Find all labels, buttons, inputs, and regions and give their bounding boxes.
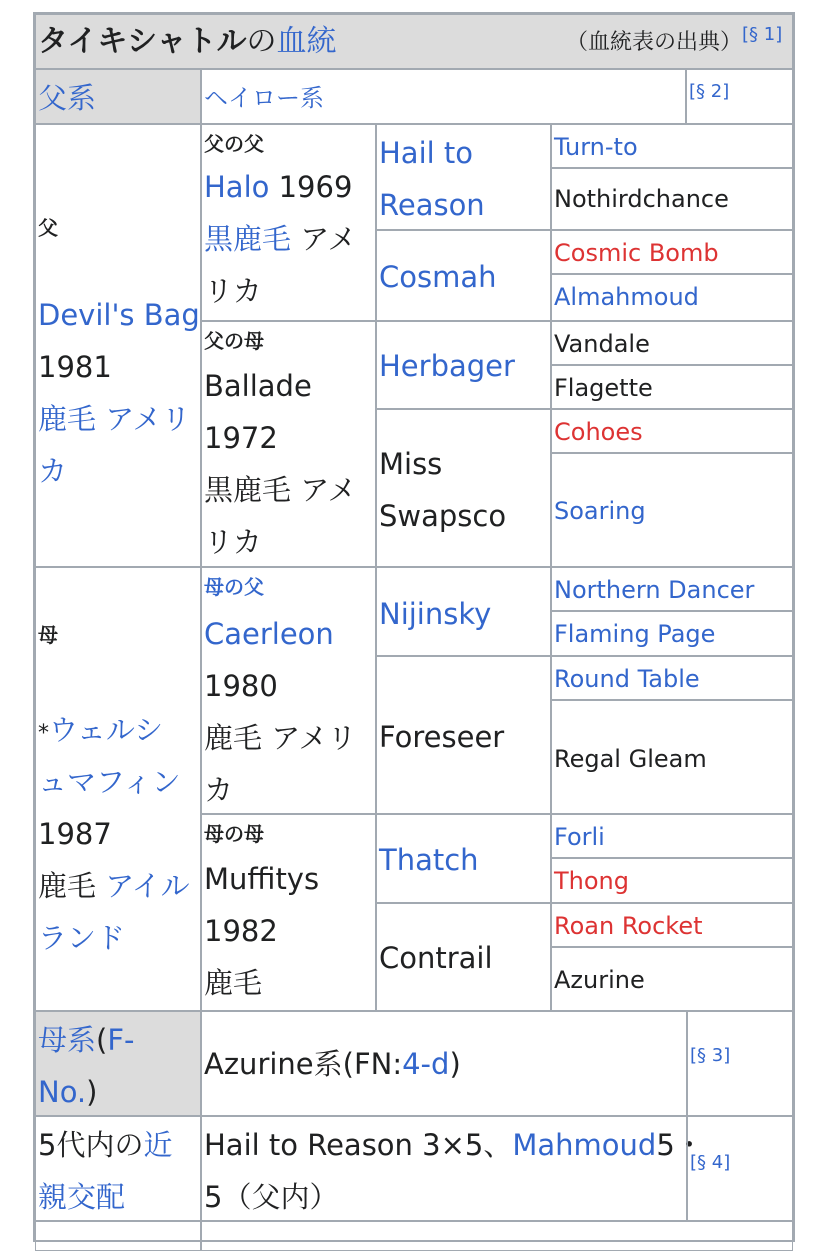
fno-link[interactable]: F- (107, 1023, 135, 1057)
hail-to-reason-cell (376, 124, 551, 230)
sire-name[interactable]: Devil's Bag (38, 298, 200, 332)
inbreeding-label: 5代内の (38, 1128, 144, 1162)
sire-sire-year: 1969 (278, 170, 353, 204)
inbreeding-ref-link[interactable]: [§ 4] (690, 1152, 731, 1173)
inbreeding-link-cont[interactable]: 親交配 (38, 1180, 126, 1214)
gen4-cell (551, 814, 793, 858)
horse-name: タイキシャトル (38, 24, 247, 59)
gen4-vandale: Vandale (554, 330, 650, 358)
dam-line-label-cell (35, 1011, 201, 1116)
dam-label: 母 (38, 623, 58, 647)
thatch-link[interactable]: Thatch (379, 843, 479, 877)
dam-cell (35, 567, 201, 1011)
dam-sire-name[interactable]: Caerleon (204, 617, 334, 651)
sire-sire-country: アメ (300, 222, 357, 256)
inbreeding-label-cell (35, 1116, 201, 1221)
fno-link-cont[interactable]: No. (38, 1075, 87, 1109)
dam-prefix: * (38, 721, 49, 746)
inbreeding-link[interactable]: 近 (143, 1128, 173, 1162)
gen4-cohoes[interactable]: Cohoes (554, 418, 643, 446)
sire-dam-color-country: 黒鹿毛 アメ (204, 473, 357, 507)
dam-year: 1987 (38, 817, 112, 851)
hail-to-reason-link-b[interactable]: Reason (379, 188, 485, 222)
sire-sire-label: 父の父 (204, 132, 264, 156)
sire-dam-country-cont: リカ (204, 525, 262, 559)
gen4-round-table[interactable]: Round Table (554, 665, 700, 693)
gen4-northern-dancer[interactable]: Northern Dancer (554, 576, 755, 604)
pedigree-link[interactable]: 血統 (276, 24, 337, 59)
gen4-almahmoud[interactable]: Almahmoud (554, 283, 699, 311)
gen4-cell (551, 656, 793, 700)
foreseer-cell (376, 656, 551, 814)
dam-country-link[interactable]: アイル (105, 869, 190, 903)
gen4-cosmic-bomb[interactable]: Cosmic Bomb (554, 239, 719, 267)
sire-line-label-cell (35, 69, 201, 124)
sire-sire-color-link[interactable]: 黒鹿毛 (204, 222, 292, 256)
foreseer-name: Foreseer (379, 720, 505, 754)
gen4-cell (551, 858, 793, 903)
gen4-cell (551, 453, 793, 567)
cosmah-cell (376, 230, 551, 321)
dam-name-link[interactable]: ウェルシ (49, 713, 164, 747)
dam-dam-label: 母の母 (204, 822, 264, 846)
gen4-flagette: Flagette (554, 374, 653, 402)
sire-line-label[interactable]: 父系 (38, 81, 97, 115)
gen4-thong[interactable]: Thong (554, 867, 629, 895)
mahmoud-link[interactable]: Mahmoud (512, 1128, 657, 1162)
table-header (35, 14, 793, 69)
gen4-roan-rocket[interactable]: Roan Rocket (554, 912, 703, 940)
sire-line-ref-cell (686, 69, 793, 124)
dam-dam-name: Muffitys (204, 862, 320, 896)
source-ref-link[interactable]: [§ 1] (742, 24, 783, 45)
dam-line-label-link[interactable]: 母系 (38, 1023, 97, 1057)
dam-dam-year: 1982 (204, 914, 278, 948)
contrail-name: Contrail (379, 941, 493, 975)
herbager-cell (376, 321, 551, 409)
header-no: の (246, 24, 277, 59)
sire-dam-cell (201, 321, 376, 567)
herbager-link[interactable]: Herbager (379, 349, 515, 383)
gen4-cell (551, 700, 793, 814)
inbreeding-value-cell (201, 1116, 704, 1221)
gen4-nothirdchance: Nothirdchance (554, 185, 729, 213)
dam-sire-color-country: 鹿毛 アメリ (204, 721, 357, 755)
sire-sire-cell (201, 124, 376, 321)
sire-country-link[interactable]: アメリ (105, 402, 191, 436)
dam-line-paren-open: ( (96, 1023, 108, 1057)
dam-sire-country-cont: カ (204, 773, 234, 807)
inbreeding-value-cross: 5・ (656, 1128, 704, 1162)
hail-to-reason-link-a[interactable]: Hail to (379, 136, 474, 170)
nijinsky-cell (376, 567, 551, 656)
gen4-cell (551, 567, 793, 611)
gen4-cell (551, 168, 793, 230)
gen4-cell (551, 947, 793, 1011)
dam-line-fn-link[interactable]: 4-d (402, 1047, 450, 1081)
sire-line-value[interactable]: ヘイロー系 (204, 84, 324, 112)
dam-line-ref-link[interactable]: [§ 3] (690, 1045, 731, 1066)
gen4-azurine: Azurine (554, 966, 645, 994)
gen4-cell (551, 365, 793, 409)
dam-sire-cell (201, 567, 376, 814)
next-row-label-cell (35, 1221, 201, 1251)
gen4-cell (551, 230, 793, 274)
gen4-soaring[interactable]: Soaring (554, 497, 646, 525)
nijinsky-link[interactable]: Nijinsky (379, 597, 492, 631)
sire-label: 父 (38, 216, 58, 240)
sire-year: 1981 (38, 350, 112, 384)
dam-sire-year: 1980 (204, 669, 278, 703)
gen4-forli[interactable]: Forli (554, 823, 605, 851)
sire-sire-country-cont: リカ (204, 274, 262, 308)
next-row-value-cell (201, 1221, 793, 1251)
sire-color-link[interactable]: 鹿毛 (38, 402, 97, 436)
gen4-turn-to[interactable]: Turn-to (554, 133, 638, 161)
source-note: （血統表の出典） (566, 30, 743, 55)
cosmah-link[interactable]: Cosmah (379, 260, 497, 294)
gen4-regal-gleam: Regal Gleam (554, 745, 707, 773)
gen4-cell (551, 611, 793, 656)
sire-country-cont[interactable]: カ (38, 454, 68, 488)
miss-swapsco-b: Swapsco (379, 499, 507, 533)
sire-dam-label: 父の母 (204, 329, 264, 353)
dam-country-link-cont[interactable]: ランド (38, 921, 126, 955)
gen4-cell (551, 903, 793, 947)
gen4-cell (551, 321, 793, 365)
pedigree-table (33, 12, 795, 1242)
dam-color: 鹿毛 (38, 869, 97, 903)
gen4-flaming-page[interactable]: Flaming Page (554, 620, 716, 648)
inbreeding-ref-cell (687, 1116, 793, 1221)
dam-dam-color: 鹿毛 (204, 966, 263, 1000)
thatch-cell (376, 814, 551, 903)
sire-line-ref-link[interactable]: [§ 2] (689, 81, 730, 102)
dam-dam-cell (201, 814, 376, 1011)
inbreeding-value-cont: 5（父内） (204, 1180, 339, 1214)
dam-line-value-end: ) (449, 1047, 461, 1081)
dam-line-ref-cell (687, 1011, 793, 1116)
gen4-cell (551, 274, 793, 321)
dam-line-value-cell (201, 1011, 687, 1116)
sire-cell (35, 124, 201, 567)
contrail-cell (376, 903, 551, 1011)
sire-dam-year: 1972 (204, 421, 278, 455)
gen4-cell (551, 409, 793, 453)
dam-line-paren-close: ) (86, 1075, 98, 1109)
dam-line-value: Azurine系(FN: (204, 1047, 403, 1081)
sire-dam-name: Ballade (204, 369, 312, 403)
dam-sire-label: 母の父 (204, 575, 264, 599)
gen4-cell (551, 124, 793, 168)
miss-swapsco-a: Miss (379, 447, 443, 481)
dam-name-link-cont[interactable]: ュマフィン (38, 765, 181, 799)
sire-sire-name[interactable]: Halo (204, 170, 270, 204)
inbreeding-value: Hail to Reason 3×5、 (204, 1128, 513, 1162)
miss-swapsco-cell (376, 409, 551, 567)
sire-line-value-cell (201, 69, 686, 124)
